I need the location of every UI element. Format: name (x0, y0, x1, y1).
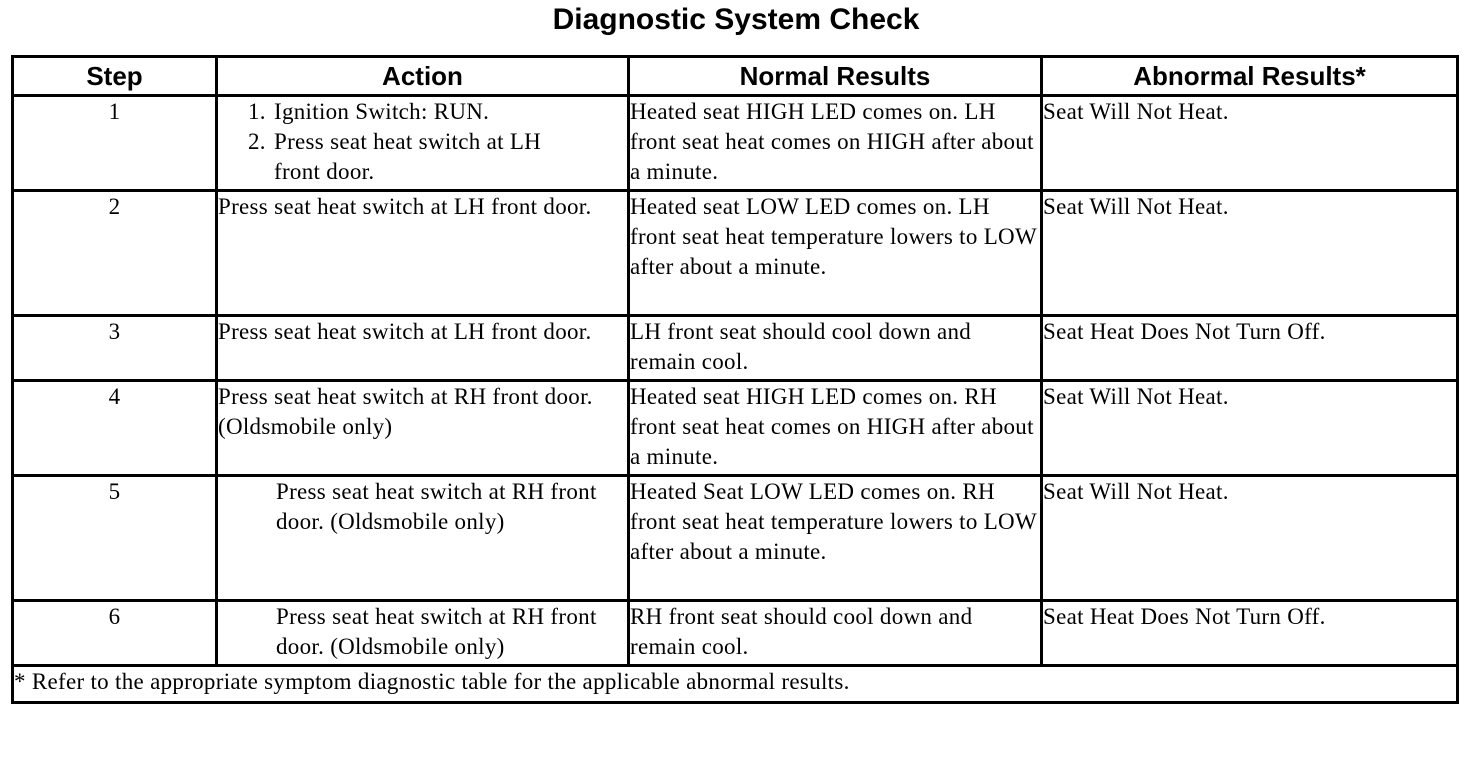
action-cell (217, 96, 629, 191)
header-normal-results: Normal Results (629, 57, 1042, 96)
normal-results-cell: LH front seat should cool down and remain cool. (629, 316, 1042, 381)
step-number: 1 (13, 96, 217, 191)
table-row (13, 316, 1458, 381)
action-cell: Press seat heat switch at RH front door. (Oldsmobile only) (217, 381, 629, 476)
abnormal-results-cell: Seat Will Not Heat. (1042, 381, 1458, 476)
abnormal-results-cell: Seat Heat Does Not Turn Off. (1042, 601, 1458, 666)
action-cell: Press seat heat switch at RH front door. (Oldsmobile only) (217, 476, 629, 601)
normal-results-cell: Heated seat LOW LED comes on. LH front seat heat temperature lowers to LOW after about a minute. (629, 191, 1042, 316)
step-number: 5 (13, 476, 217, 601)
table-row (13, 601, 1458, 666)
diagnostic-table (11, 55, 1459, 704)
action-item-number: 1. (248, 99, 266, 124)
normal-results-cell: Heated seat HIGH LED comes on. LH front seat heat comes on HIGH after about a minute. (629, 96, 1042, 191)
header-step: Step (13, 57, 217, 96)
action-cell: Press seat heat switch at LH front door. (217, 316, 629, 381)
step-number: 6 (13, 601, 217, 666)
table-row (13, 96, 1458, 191)
table-row (13, 191, 1458, 316)
action-cell: Press seat heat switch at RH front door. (Oldsmobile only) (217, 601, 629, 666)
abnormal-results-cell: Seat Heat Does Not Turn Off. (1042, 316, 1458, 381)
action-list-item (248, 97, 627, 127)
step-number: 4 (13, 381, 217, 476)
normal-results-cell: Heated seat HIGH LED comes on. RH front seat heat comes on HIGH after about a minute. (629, 381, 1042, 476)
action-list (218, 97, 627, 187)
abnormal-results-cell: Seat Will Not Heat. (1042, 191, 1458, 316)
step-number: 3 (13, 316, 217, 381)
action-item-continuation: front door. (274, 159, 375, 184)
table-header-row (13, 57, 1458, 96)
action-item-text: Press seat heat switch at LH (274, 129, 542, 154)
header-action: Action (217, 57, 629, 96)
action-cell: Press seat heat switch at LH front door. (217, 191, 629, 316)
action-list-item (248, 127, 627, 157)
action-item-text: Ignition Switch: RUN. (274, 99, 490, 124)
table-row (13, 476, 1458, 601)
action-item-number: 2. (248, 129, 266, 154)
table-row (13, 381, 1458, 476)
header-abnormal-results: Abnormal Results* (1042, 57, 1458, 96)
normal-results-cell: RH front seat should cool down and remain cool. (629, 601, 1042, 666)
abnormal-results-cell: Seat Will Not Heat. (1042, 476, 1458, 601)
footnote-row (13, 666, 1458, 703)
step-number: 2 (13, 191, 217, 316)
document-title: Diagnostic System Check (552, 3, 920, 36)
footnote: * Refer to the appropriate symptom diagnostic table for the applicable abnormal results. (13, 666, 1458, 703)
normal-results-cell: Heated Seat LOW LED comes on. RH front seat heat temperature lowers to LOW after about a minute. (629, 476, 1042, 601)
abnormal-results-cell: Seat Will Not Heat. (1042, 96, 1458, 191)
